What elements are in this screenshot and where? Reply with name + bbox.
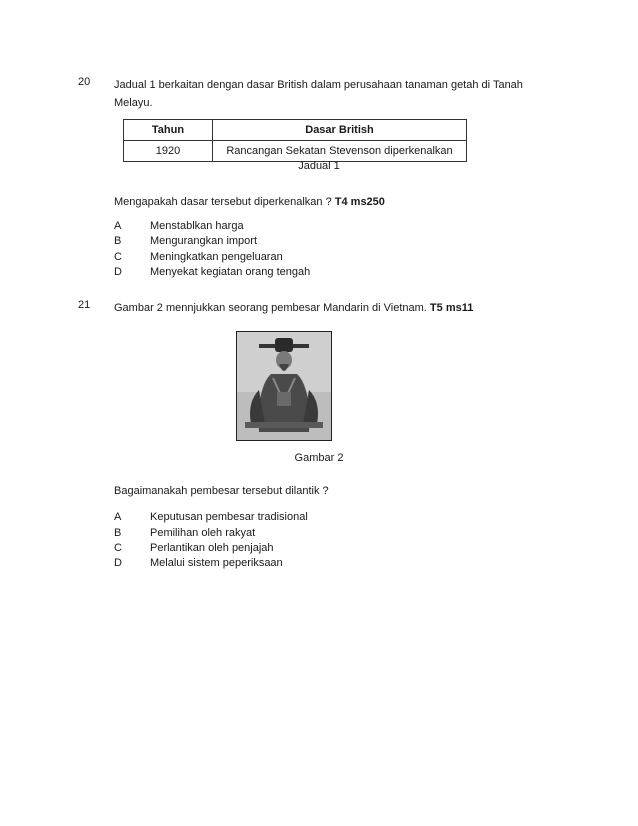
question-21-ref: T5 ms11 [429,302,474,314]
table-header-tahun: Tahun [124,120,213,141]
option-b-text: Pemilihan oleh rakyat [150,527,256,539]
option-a-letter: A [114,511,122,523]
question-20-ref: T4 ms250 [334,196,385,208]
question-21-stem [114,299,473,317]
question-20-prompt [114,193,385,211]
option-c-letter: C [114,251,122,263]
option-d-text: Menyekat kegiatan orang tengah [150,266,311,278]
option-c-text: Meningkatkan pengeluaran [150,251,283,263]
question-21-prompt: Bagaimanakah pembesar tersebut dilantik ? [114,485,329,497]
table-caption: Jadual 1 [298,160,340,172]
option-d-letter: D [114,266,122,278]
mandarin-figure-illustration [237,332,331,440]
mandarin-official-photo [236,331,332,441]
table-row [124,141,467,162]
table-jadual-1 [123,119,467,162]
question-20-prompt-text: Mengapakah dasar tersebut diperkenalkan ? [114,196,332,208]
option-d-text: Melalui sistem peperiksaan [150,557,283,569]
question-21-number: 21 [78,299,91,311]
option-c-letter: C [114,542,122,554]
option-c-text: Perlantikan oleh penjajah [150,542,274,554]
question-20-stem-line2: Melayu. [114,97,153,109]
table-cell-year: 1920 [124,141,213,162]
option-b-letter: B [114,527,122,539]
option-a-letter: A [114,220,122,232]
table-header-dasar-british: Dasar British [213,120,467,141]
image-caption: Gambar 2 [294,452,344,464]
question-20-stem-line1: Jadual 1 berkaitan dengan dasar British dalam perusahaan tanaman getah di Tanah [114,79,523,91]
question-20-number: 20 [78,76,91,88]
table-cell-policy: Rancangan Sekatan Stevenson diperkenalkan [213,141,467,162]
option-a-text: Menstablkan harga [150,220,244,232]
option-a-text: Keputusan pembesar tradisional [150,511,308,523]
option-b-text: Mengurangkan import [150,235,258,247]
option-b-letter: B [114,235,122,247]
question-21-stem-text: Gambar 2 mennjukkan seorang pembesar Mandarin di Vietnam. [114,302,427,314]
option-d-letter: D [114,557,122,569]
